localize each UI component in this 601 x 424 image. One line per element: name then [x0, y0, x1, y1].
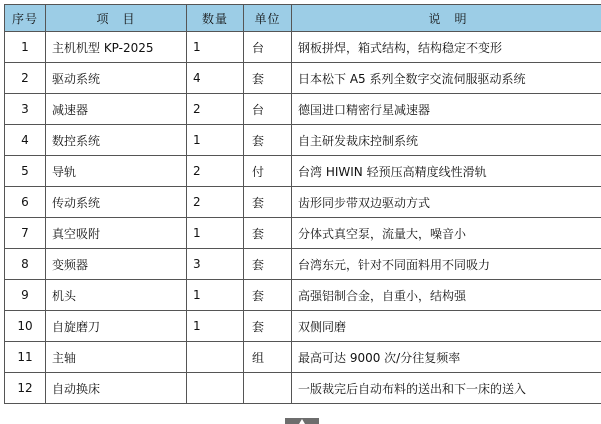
- cell-no: 6: [5, 187, 46, 218]
- table-row: [5, 156, 601, 187]
- table-row: [5, 280, 601, 311]
- cell-qty: 1: [187, 125, 244, 156]
- spec-table: [4, 4, 601, 404]
- cell-no: 12: [5, 373, 46, 404]
- cell-desc: 高强铝制合金，自重小，结构强: [292, 280, 601, 311]
- cell-desc: 齿形同步带双边驱动方式: [292, 187, 601, 218]
- cell-unit: 套: [244, 63, 292, 94]
- table-row: [5, 373, 601, 404]
- header-no: 序号: [5, 5, 46, 32]
- cell-item: 减速器: [46, 94, 187, 125]
- cell-no: 1: [5, 32, 46, 63]
- cell-qty: 1: [187, 32, 244, 63]
- table-row: [5, 311, 601, 342]
- cell-desc: 台湾 HIWIN 轻预压高精度线性滑轨: [292, 156, 601, 187]
- cell-desc: 一版裁完后自动布料的送出和下一床的送入: [292, 373, 601, 404]
- table-row: [5, 342, 601, 373]
- cell-unit: 台: [244, 94, 292, 125]
- cell-desc: 钢板拼焊，箱式结构，结构稳定不变形: [292, 32, 601, 63]
- cell-qty: 1: [187, 311, 244, 342]
- cell-unit: 套: [244, 125, 292, 156]
- table-body: [5, 32, 601, 404]
- cell-desc: 最高可达 9000 次/分往复频率: [292, 342, 601, 373]
- cell-no: 11: [5, 342, 46, 373]
- cell-no: 9: [5, 280, 46, 311]
- cell-no: 8: [5, 249, 46, 280]
- table-row: [5, 125, 601, 156]
- cell-unit: 套: [244, 187, 292, 218]
- cell-qty: 2: [187, 94, 244, 125]
- cell-unit: 组: [244, 342, 292, 373]
- cell-qty: [187, 373, 244, 404]
- table-row: [5, 218, 601, 249]
- cell-no: 3: [5, 94, 46, 125]
- cell-desc: 自主研发裁床控制系统: [292, 125, 601, 156]
- cell-unit: 付: [244, 156, 292, 187]
- header-row: [5, 5, 601, 32]
- cell-no: 7: [5, 218, 46, 249]
- table-row: [5, 63, 601, 94]
- cell-desc: 德国进口精密行星减速器: [292, 94, 601, 125]
- cell-item: 真空吸附: [46, 218, 187, 249]
- cell-item: 机头: [46, 280, 187, 311]
- cell-qty: 4: [187, 63, 244, 94]
- header-item: 项 目: [46, 5, 187, 32]
- cell-no: 10: [5, 311, 46, 342]
- header-unit: 单位: [244, 5, 292, 32]
- cell-desc: 日本松下 A5 系列全数字交流伺服驱动系统: [292, 63, 601, 94]
- cell-item: 传动系统: [46, 187, 187, 218]
- table-row: [5, 94, 601, 125]
- table-row: [5, 32, 601, 63]
- cell-item: 变频器: [46, 249, 187, 280]
- header-desc: 说 明: [292, 5, 601, 32]
- cell-no: 2: [5, 63, 46, 94]
- cell-unit: [244, 373, 292, 404]
- cell-item: 数控系统: [46, 125, 187, 156]
- cell-no: 5: [5, 156, 46, 187]
- cell-qty: 1: [187, 218, 244, 249]
- cell-desc: 双侧同磨: [292, 311, 601, 342]
- cell-item: 驱动系统: [46, 63, 187, 94]
- cell-unit: 套: [244, 218, 292, 249]
- cell-qty: 2: [187, 187, 244, 218]
- cell-no: 4: [5, 125, 46, 156]
- cell-unit: 套: [244, 249, 292, 280]
- table-row: [5, 249, 601, 280]
- cell-unit: 台: [244, 32, 292, 63]
- cell-item: 导轨: [46, 156, 187, 187]
- header-qty: 数量: [187, 5, 244, 32]
- cell-desc: 分体式真空泵，流量大，噪音小: [292, 218, 601, 249]
- cell-qty: 1: [187, 280, 244, 311]
- cell-item: 主机机型 KP-2025: [46, 32, 187, 63]
- cell-unit: 套: [244, 280, 292, 311]
- cell-qty: 3: [187, 249, 244, 280]
- cell-qty: [187, 342, 244, 373]
- cell-item: 自旋磨刀: [46, 311, 187, 342]
- cell-qty: 2: [187, 156, 244, 187]
- cell-desc: 台湾东元，针对不同面料用不同吸力: [292, 249, 601, 280]
- cell-item: 主轴: [46, 342, 187, 373]
- table-row: [5, 187, 601, 218]
- scroll-up-icon[interactable]: [285, 418, 319, 424]
- cell-item: 自动换床: [46, 373, 187, 404]
- cell-unit: 套: [244, 311, 292, 342]
